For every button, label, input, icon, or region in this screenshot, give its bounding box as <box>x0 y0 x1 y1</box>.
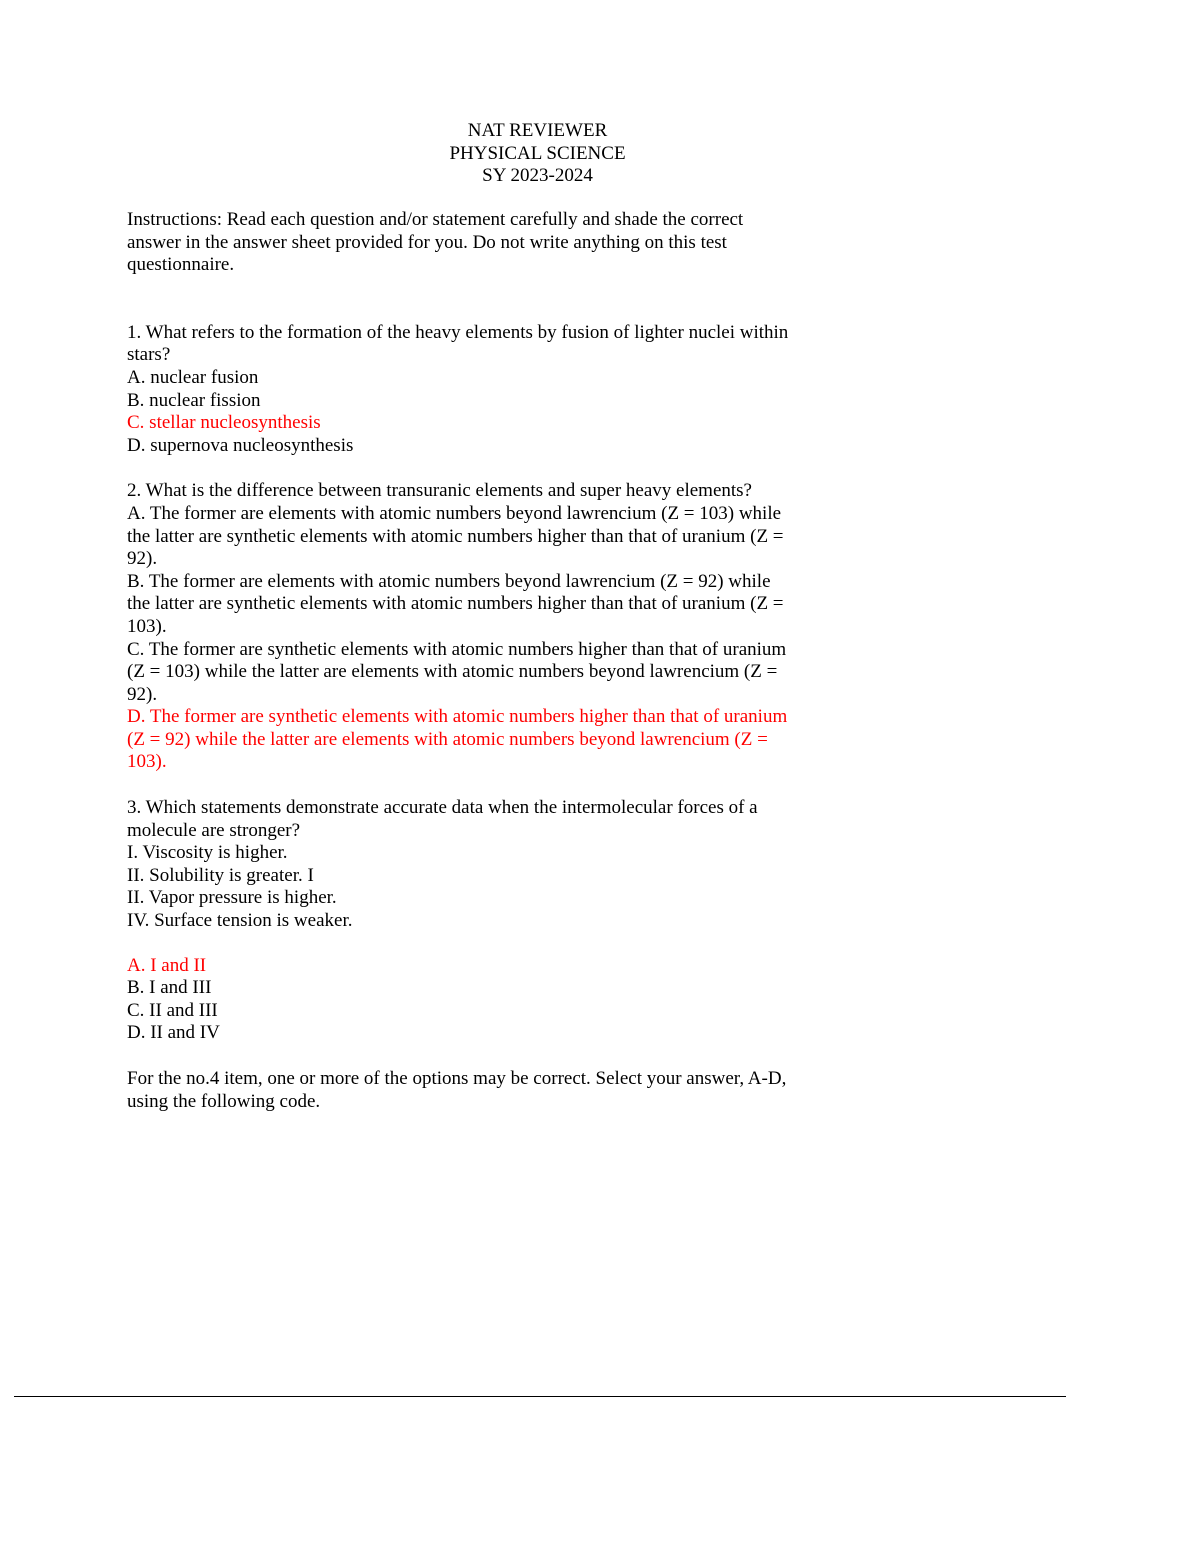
document-subject: PHYSICAL SCIENCE <box>449 142 626 164</box>
question-3-statement-1: I. Viscosity is higher. <box>127 842 288 864</box>
question-1-stem: 1. What refers to the formation of the heavy elements by fusion of lighter nuclei within stars? <box>127 321 789 366</box>
question-3-statement-4: IV. Surface tension is weaker. <box>127 910 353 932</box>
question-3-option-b: B. I and III <box>127 977 212 999</box>
question-1 <box>127 322 792 458</box>
question-1-option-c-answer: C. stellar nucleosynthesis <box>127 412 321 434</box>
question-1-option-d: D. supernova nucleosynthesis <box>127 434 354 456</box>
question-2-option-d-answer: D. The former are synthetic elements with atomic numbers higher than that of uranium (Z = 92) while the latter are elements with atomic numbers beyond lawrencium (Z = 103). <box>127 706 788 773</box>
document-title: NAT REVIEWER <box>467 120 608 141</box>
question-2-option-b: B. The former are elements with atomic numbers beyond lawrencium (Z = 92) while the latter are synthetic elements with atomic numbers higher than that of uranium (Z = 103). <box>127 570 784 637</box>
document-school-year: SY 2023-2024 <box>482 165 593 186</box>
question-3-option-d: D. II and IV <box>127 1022 220 1044</box>
question-2-option-a: A. The former are elements with atomic numbers beyond lawrencium (Z = 103) while the latter are synthetic elements with atomic numbers higher than that of uranium (Z = 92). <box>127 502 784 570</box>
instructions-paragraph: Instructions: Read each question and/or statement carefully and shade the correct answer in the answer sheet provided for you. Do not write anything on this test questionnaire. <box>127 209 744 276</box>
question-3 <box>127 797 792 1045</box>
question-3-statement-2: II. Solubility is greater. I <box>127 864 314 886</box>
item-4-note: For the no.4 item, one or more of the options may be correct. Select your answer, A-D, using the following code. <box>127 1068 787 1112</box>
question-3-stem: 3. Which statements demonstrate accurate data when the intermolecular forces of a molecule are stronger? <box>127 797 758 841</box>
question-1-option-a: A. nuclear fusion <box>127 366 259 388</box>
question-3-statement-3: II. Vapor pressure is higher. <box>127 887 337 909</box>
question-2-stem: 2. What is the difference between transuranic elements and super heavy elements? <box>127 480 752 502</box>
question-1-option-b: B. nuclear fission <box>127 389 261 411</box>
question-3-option-c: C. II and III <box>127 999 218 1021</box>
document-body <box>127 209 792 1113</box>
question-2 <box>127 480 792 774</box>
question-2-option-c: C. The former are synthetic elements with atomic numbers higher than that of uranium (Z = 103) while the latter are elements with atomic numbers beyond lawrencium (Z = 92). <box>127 638 787 705</box>
question-3-option-a-answer: A. I and II <box>127 954 207 976</box>
footer-divider <box>14 1396 1066 1397</box>
document-header <box>0 120 1075 188</box>
